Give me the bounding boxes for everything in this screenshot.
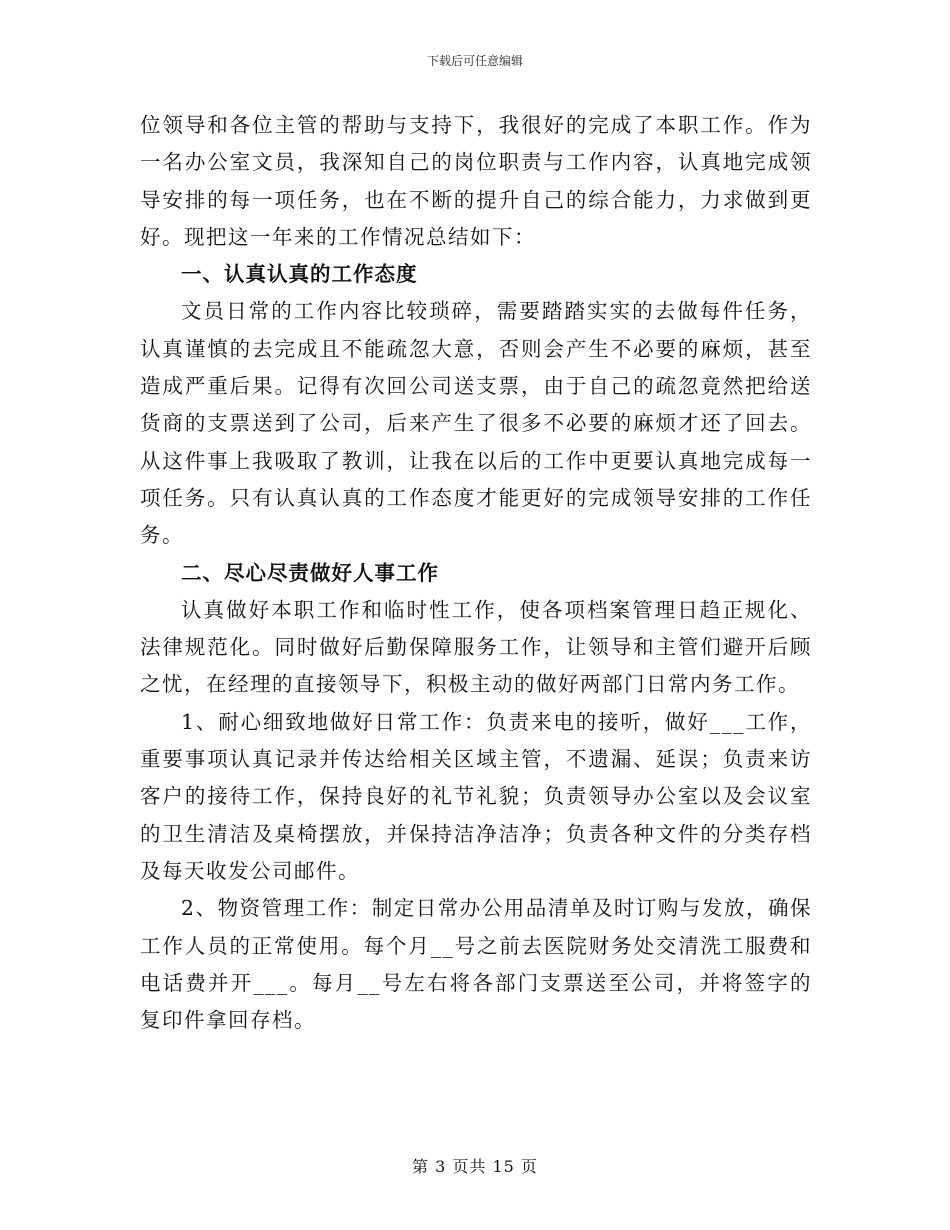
- paragraph-daily-work: 1、耐心细致地做好日常工作：负责来电的接听，做好___工作，重要事项认真记录并传达给相关区域主管，不遗漏、延误；负责来访客户的接待工作，保持良好的礼节礼貌；负责领导办公室以及会议室的卫生清洁及桌椅摆放，并保持洁净洁净；负责各种文件的分类存档及每天收发公司邮件。: [140, 709, 812, 883]
- section-heading-1: 一、认真认真的工作态度: [181, 262, 418, 287]
- paragraph-attitude: 文员日常的工作内容比较琐碎，需要踏踏实实的去做每件任务，认真谨慎的去完成且不能疏忽大意，否则会产生不必要的麻烦，甚至造成严重后果。记得有次回公司送支票，由于自己的疏忽竟然把给送货商的支票送到了公司，后来产生了很多不必要的麻烦才还了回去。从这件事上我吸取了教训，让我在以后的工作中更要认真地完成每一项任务。只有认真认真的工作态度才能更好的完成领导安排的工作任务。: [140, 299, 812, 548]
- page-footer: 第 3 页共 15 页: [412, 1157, 538, 1176]
- document-body: [140, 107, 812, 1039]
- paragraph-intro: 位领导和各位主管的帮助与支持下，我很好的完成了本职工作。作为一名办公室文员，我深知自己的岗位职责与工作内容，认真地完成领导安排的每一项任务，也在不断的提升自己的综合能力，力求做到更好。现把这一年来的工作情况总结如下：: [140, 113, 812, 249]
- page-header: 下载后可任意编辑: [426, 54, 523, 68]
- paragraph-materials: 2、物资管理工作：制定日常办公用品清单及时订购与发放，确保工作人员的正常使用。每个月__号之前去医院财务处交清洗工服费和电话费并开___。每月__号左右将各部门支票送至公司，并将签字的复印件拿回存档。: [140, 896, 812, 1033]
- paragraph-personnel: 认真做好本职工作和临时性工作，使各项档案管理日趋正规化、法律规范化。同时做好后勤保障服务工作，让领导和主管们避开后顾之忧，在经理的直接领导下，积极主动的做好两部门日常内务工作。: [140, 597, 812, 697]
- section-heading-2: 二、尽心尽责做好人事工作: [181, 560, 439, 585]
